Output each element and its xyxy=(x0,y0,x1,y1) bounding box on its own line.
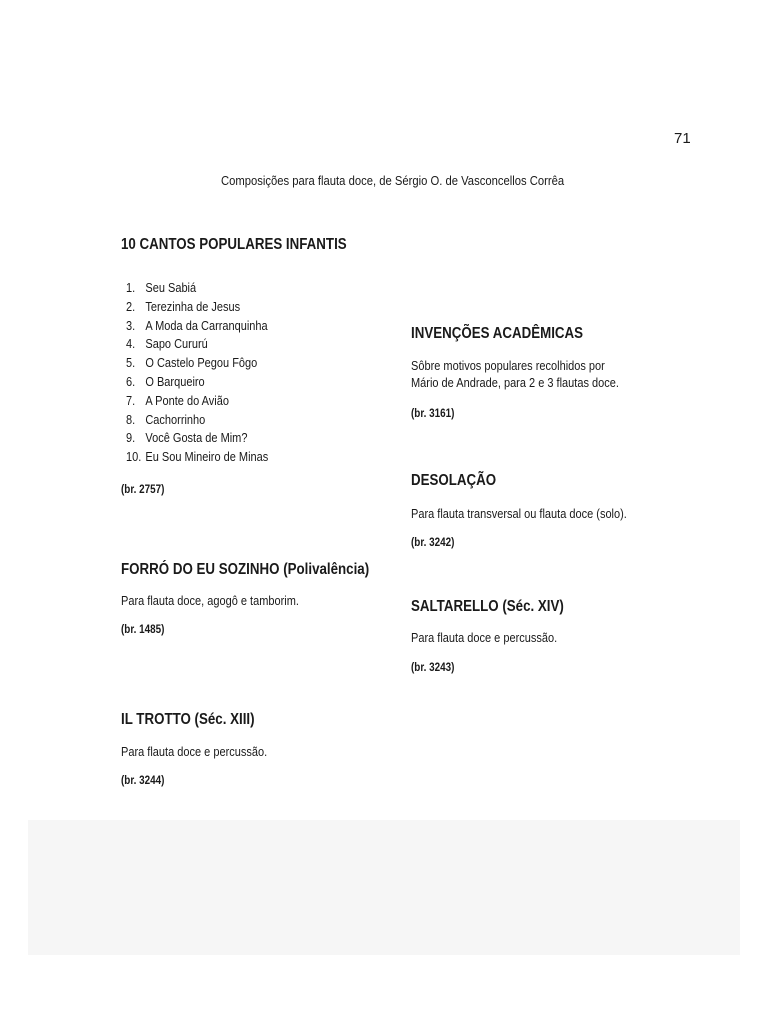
ref-saltarello: (br. 3243) xyxy=(411,662,455,674)
song-number: 8. xyxy=(126,412,136,427)
section-cantos xyxy=(121,236,383,254)
page-number: 71 xyxy=(674,130,691,147)
song-item xyxy=(126,429,268,448)
section-title-desolacao: DESOLAÇÃO xyxy=(411,472,497,489)
song-title: A Moda da Carranquinha xyxy=(145,318,268,333)
section-saltarello xyxy=(411,598,589,616)
song-title: Eu Sou Mineiro de Minas xyxy=(145,450,269,465)
song-item xyxy=(126,392,268,411)
song-number: 7. xyxy=(126,393,136,408)
section-trotto xyxy=(121,711,276,729)
song-number: 4. xyxy=(126,337,136,352)
desolacao-desc-wrapper xyxy=(411,506,656,523)
invencoes-desc-wrapper xyxy=(411,358,647,392)
song-item xyxy=(126,373,268,392)
song-number: 5. xyxy=(126,356,136,371)
ref-forro: (br. 1485) xyxy=(121,624,165,636)
invencoes-desc-line2: Mário de Andrade, para 2 e 3 flautas doce. xyxy=(411,376,619,390)
song-title: Terezinha de Jesus xyxy=(145,299,241,314)
ref-cantos: (br. 2757) xyxy=(121,484,165,496)
saltarello-desc: Para flauta doce e percussão. xyxy=(411,631,558,645)
song-title: O Castelo Pegou Fôgo xyxy=(145,356,258,371)
song-item xyxy=(126,411,268,430)
forro-desc-wrapper xyxy=(121,593,323,610)
section-title-invencoes: INVENÇÕES ACADÊMICAS xyxy=(411,325,584,342)
song-title: O Barqueiro xyxy=(145,374,205,389)
forro-title: FORRÓ DO EU SOZINHO xyxy=(121,561,280,578)
invencoes-desc-line1: Sôbre motivos populares recolhidos por xyxy=(411,359,605,373)
forro-desc: Para flauta doce, agogô e tamborim. xyxy=(121,594,299,608)
song-item xyxy=(126,335,268,354)
song-number: 6. xyxy=(126,374,136,389)
song-title: Seu Sabiá xyxy=(145,281,197,295)
scan-shading xyxy=(28,820,740,955)
song-number: 10. xyxy=(126,450,142,465)
section-title-trotto: IL TROTTO (Séc. XIII) xyxy=(121,711,255,728)
song-number: 9. xyxy=(126,431,136,446)
section-title-cantos: 10 CANTOS POPULARES INFANTIS xyxy=(121,236,347,253)
song-number: 3. xyxy=(126,318,136,333)
song-title: Cachorrinho xyxy=(145,412,206,427)
song-title: Você Gosta de Mim? xyxy=(145,431,248,446)
saltarello-desc-wrapper xyxy=(411,630,577,647)
song-item xyxy=(126,354,268,373)
forro-subtitle: (Polivalência) xyxy=(283,561,370,578)
song-item xyxy=(126,448,268,467)
song-item xyxy=(126,279,268,298)
ref-desolacao: (br. 3242) xyxy=(411,537,455,549)
songs-list-wrapper xyxy=(126,279,288,467)
ref-trotto: (br. 3244) xyxy=(121,775,165,787)
song-number: 2. xyxy=(126,299,136,314)
page-header: Composições para flauta doce, de Sérgio O. de Vasconcellos Corrêa xyxy=(221,174,565,188)
trotto-desc-wrapper xyxy=(121,744,287,761)
section-title-saltarello: SALTARELLO (Séc. XIV) xyxy=(411,598,564,615)
section-title-forro xyxy=(121,561,369,579)
song-number: 1. xyxy=(126,281,136,295)
song-title: Sapo Cururú xyxy=(145,337,208,352)
song-item xyxy=(126,317,268,336)
song-title: A Ponte do Avião xyxy=(145,393,229,408)
song-item xyxy=(126,298,268,317)
section-invencoes xyxy=(411,325,611,343)
desolacao-desc: Para flauta transversal ou flauta doce (solo). xyxy=(411,507,627,521)
trotto-desc: Para flauta doce e percussão. xyxy=(121,745,268,759)
ref-invencoes: (br. 3161) xyxy=(411,408,455,420)
songs-list xyxy=(126,279,288,467)
section-desolacao xyxy=(411,472,510,490)
section-forro xyxy=(121,561,410,579)
